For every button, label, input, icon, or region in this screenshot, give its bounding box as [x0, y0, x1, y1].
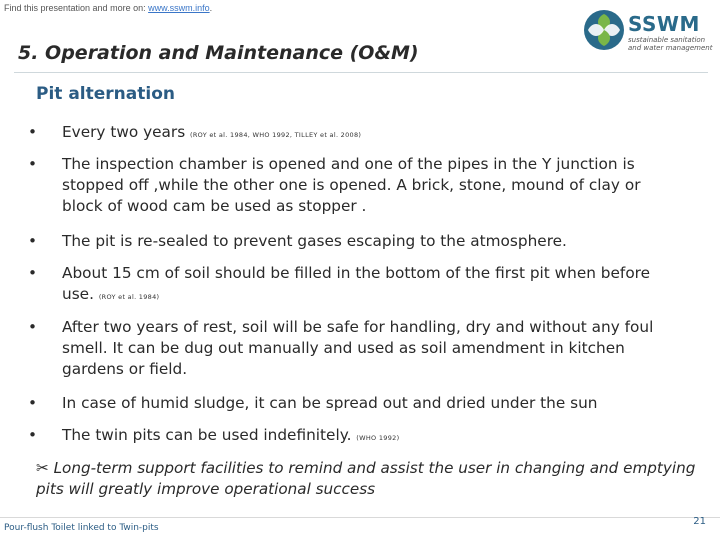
sswm-logo-icon — [582, 8, 626, 52]
citation: (ROY et al. 1984, WHO 1992, TILLEY et al. 2008) — [190, 131, 362, 139]
bullet-text: Every two years (ROY et al. 1984, WHO 1992, TILLEY et al. 2008) — [62, 123, 362, 141]
operational-note — [36, 458, 696, 500]
logo-tagline: sustainable sanitation and water management — [628, 36, 713, 52]
logo-wordmark: SSWM — [628, 12, 700, 36]
slide-title: 5. Operation and Maintenance (O&M) — [18, 42, 419, 64]
bullet-marker: • — [28, 123, 38, 141]
scissors-icon: ✂ — [36, 459, 49, 477]
bullet-marker: • — [28, 232, 38, 250]
bullet-text: The twin pits can be used indefinitely. (WHO 1992) — [62, 426, 400, 444]
source-prefix: Find this presentation and more on: — [4, 3, 149, 13]
sswm-link[interactable]: www.sswm.info — [148, 3, 210, 13]
sswm-logo[interactable] — [582, 4, 718, 60]
bullet-marker: • — [28, 394, 38, 412]
bullet-text: In case of humid sludge, it can be spread out and dried under the sun — [62, 394, 598, 412]
bullet-marker: • — [28, 426, 38, 444]
title-divider — [14, 72, 708, 73]
bullet-text: About 15 cm of soil should be filled in the bottom of the first pit when before use. (ROY et al. 1984) — [62, 264, 651, 303]
footer-divider — [0, 517, 720, 518]
citation: (ROY et al. 1984) — [98, 293, 160, 301]
bullet-marker: • — [28, 318, 38, 336]
bullet-text: The inspection chamber is opened and one of the pipes in the Y junction is stopped off ,while the other one is opened. A brick, stone, mound of clay or block of wood cam be used as stopper . — [62, 155, 641, 215]
footer-caption: Pour-flush Toilet linked to Twin-pits — [4, 523, 159, 533]
bullet-text: The pit is re-sealed to prevent gases escaping to the atmosphere. — [62, 232, 567, 250]
note-text: Long-term support facilities to remind and assist the user in changing and emptying pits will greatly improve operational success — [36, 459, 696, 498]
bullet-marker: • — [28, 155, 38, 173]
page-number: 21 — [693, 516, 706, 527]
bullet-marker: • — [28, 264, 38, 282]
citation: (WHO 1992) — [356, 434, 400, 442]
source-line — [4, 3, 212, 13]
source-suffix: . — [209, 3, 213, 13]
slide-subtitle: Pit alternation — [36, 84, 175, 104]
bullet-text: After two years of rest, soil will be safe for handling, dry and without any foul smell. It can be dug out manually and used as soil amendment in kitchen gardens or field. — [62, 318, 654, 378]
